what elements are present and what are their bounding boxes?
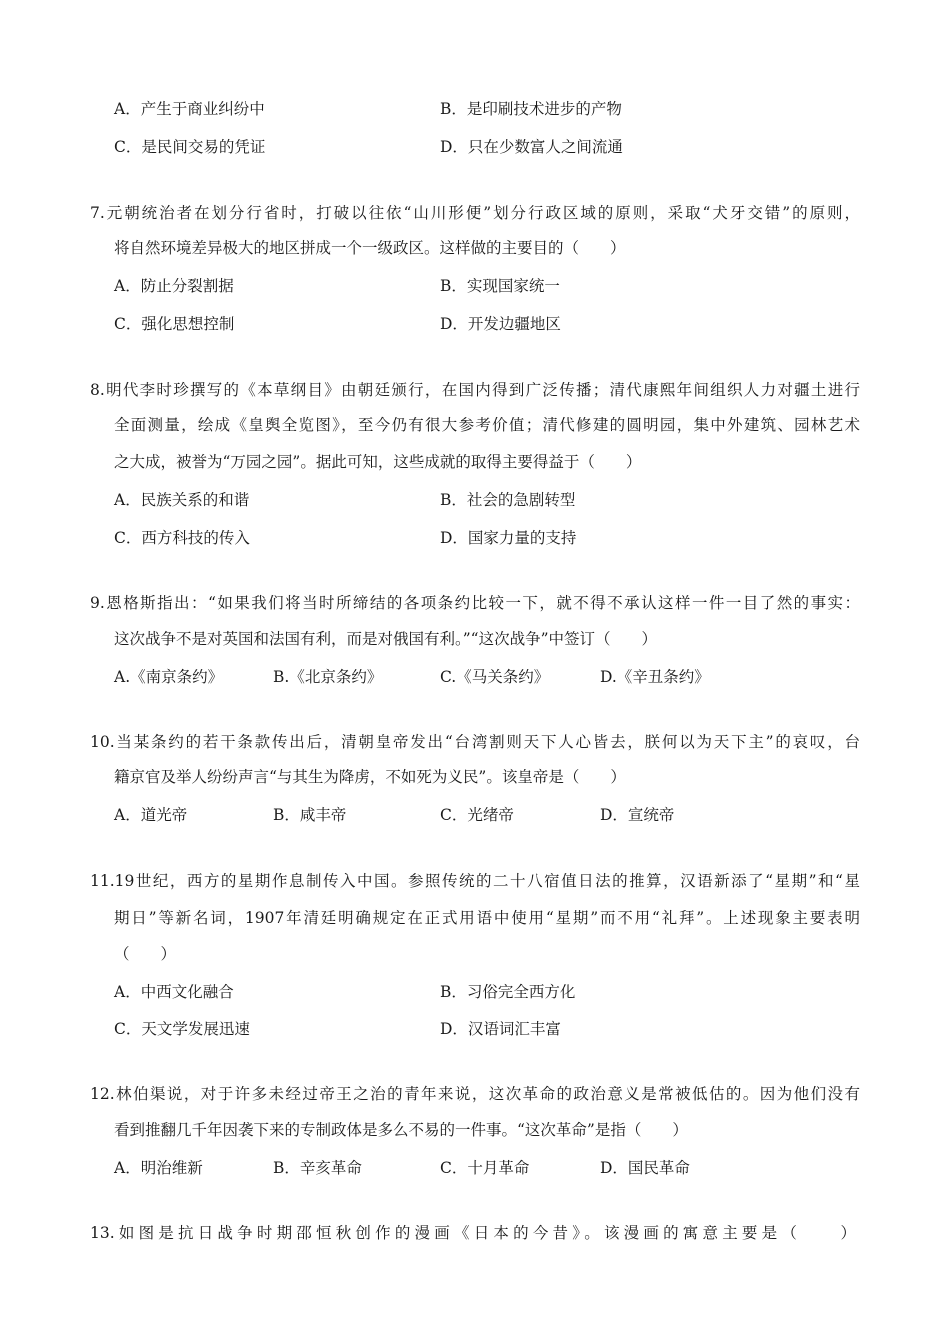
- q6-option-c: C．是民间交易的凭证: [114, 138, 266, 156]
- q10-stem-line-1: 10.当某条约的若干条款传出后，清朝皇帝发出“台湾割则天下人心皆去，朕何以为天下主”的哀叹，台: [90, 733, 860, 751]
- q9-option-b: B.《北京条约》: [273, 668, 383, 686]
- q11-option-c: C．天文学发展迅速: [114, 1020, 250, 1038]
- q6-option-b: B．是印刷技术进步的产物: [440, 100, 622, 118]
- q12-stem-line-1: 12.林伯渠说，对于许多未经过帝王之治的青年来说，这次革命的政治意义是常被低估的。因为他们没有: [90, 1085, 860, 1103]
- q9-option-c: C.《马关条约》: [440, 668, 550, 686]
- q9-stem-line-2: 这次战争不是对英国和法国有利，而是对俄国有利。”“这次战争”中签订（ ）: [114, 630, 658, 648]
- q6-option-d: D．只在少数富人之间流通: [440, 138, 623, 156]
- q8-option-c: C．西方科技的传入: [114, 529, 250, 547]
- q13-stem-line-1: 13.如图是抗日战争时期邵恒秋创作的漫画《日本的今昔》。该漫画的寓意主要是（ ）: [90, 1224, 856, 1242]
- q8-option-a: A．民族关系的和谐: [114, 491, 250, 509]
- q8-option-d: D．国家力量的支持: [440, 529, 577, 547]
- q7-stem-line-2: 将自然环境差异极大的地区拼成一个一级政区。这样做的主要目的（ ）: [114, 239, 626, 257]
- q7-option-a: A．防止分裂割据: [114, 277, 234, 295]
- q10-option-a: A．道光帝: [114, 806, 188, 824]
- q12-option-a: A．明治维新: [114, 1159, 203, 1177]
- q11-option-d: D．汉语词汇丰富: [440, 1020, 561, 1038]
- q8-option-b: B．社会的急剧转型: [440, 491, 576, 509]
- q11-stem-line-2: 期日”等新名词，1907年清廷明确规定在正式用语中使用“星期”而不用“礼拜”。上述现象主要表明: [114, 909, 860, 927]
- q7-option-c: C．强化思想控制: [114, 315, 235, 333]
- q12-option-d: D．国民革命: [600, 1159, 690, 1177]
- q8-stem-line-1: 8.明代李时珍撰写的《本草纲目》由朝廷颁行，在国内得到广泛传播；清代康熙年间组织人力对疆土进行: [90, 381, 860, 399]
- q7-option-b: B．实现国家统一: [440, 277, 560, 295]
- q10-option-c: C．光绪帝: [440, 806, 514, 824]
- q8-stem-line-2: 全面测量，绘成《皇舆全览图》，至今仍有很大参考价值；清代修建的圆明园，集中外建筑、园林艺术: [114, 416, 860, 434]
- q10-stem-line-2: 籍京官及举人纷纷声言“与其生为降虏，不如死为义民”。该皇帝是（ ）: [114, 768, 626, 786]
- q8-stem-line-3: 之大成，被誉为“万园之园”。据此可知，这些成就的取得主要得益于（ ）: [114, 453, 642, 471]
- q7-option-d: D．开发边疆地区: [440, 315, 561, 333]
- q10-option-d: D．宣统帝: [600, 806, 675, 824]
- q11-option-b: B．习俗完全西方化: [440, 983, 576, 1001]
- q10-option-b: B．咸丰帝: [273, 806, 347, 824]
- q9-stem-line-1: 9.恩格斯指出：“如果我们将当时所缔结的各项条约比较一下，就不得不承认这样一件一目了然的事实：: [90, 594, 860, 612]
- q9-option-a: A.《南京条约》: [114, 668, 224, 686]
- q11-option-a: A．中西文化融合: [114, 983, 234, 1001]
- q11-stem-line-1: 11.19世纪，西方的星期作息制传入中国。参照传统的二十八宿值日法的推算，汉语新添了“星期”和“星: [90, 872, 860, 890]
- q6-option-a: A．产生于商业纠纷中: [114, 100, 265, 118]
- q7-stem-line-1: 7.元朝统治者在划分行省时，打破以往依“山川形便”划分行政区域的原则，采取“犬牙交错”的原则，: [90, 204, 860, 222]
- q12-option-b: B．辛亥革命: [273, 1159, 362, 1177]
- q9-option-d: D.《辛丑条约》: [600, 668, 710, 686]
- q12-option-c: C．十月革命: [440, 1159, 530, 1177]
- q11-stem-line-3: （ ）: [114, 945, 177, 963]
- q12-stem-line-2: 看到推翻几千年因袭下来的专制政体是多么不易的一件事。“这次革命”是指（ ）: [114, 1121, 688, 1139]
